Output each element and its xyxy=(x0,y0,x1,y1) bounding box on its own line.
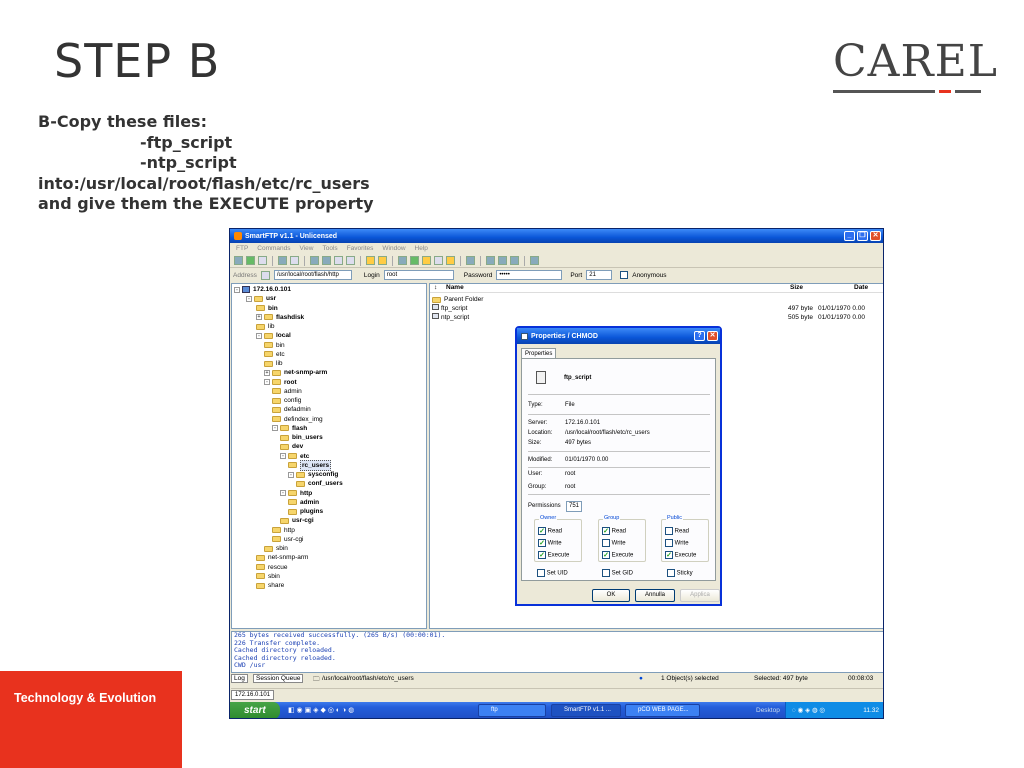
start-button[interactable]: start xyxy=(230,702,280,719)
modified-value: 01/01/1970 0.00 xyxy=(565,457,609,463)
tree-node-label: admin xyxy=(284,387,302,395)
execute-label: Execute xyxy=(547,552,570,559)
expand-icon[interactable]: + xyxy=(265,369,269,376)
size-label: Size: xyxy=(528,440,542,446)
details-view-icon[interactable] xyxy=(322,256,331,265)
folder-icon xyxy=(264,342,273,348)
tree-node-label: bin xyxy=(276,341,285,349)
collapse-icon[interactable]: - xyxy=(246,296,252,302)
group-title: Group xyxy=(604,515,620,521)
instruction-line: into:/usr/local/root/flash/etc/rc_users xyxy=(38,173,370,193)
folder-icon xyxy=(272,407,281,413)
dialog-title: Properties / CHMOD xyxy=(531,332,598,340)
folder-icon xyxy=(264,314,273,320)
tree-folder-node[interactable] xyxy=(264,368,327,377)
footer-band xyxy=(0,671,182,768)
log-line: 265 bytes received successfully. (265 B/s) (00:00:01). xyxy=(234,631,446,639)
log-panel xyxy=(231,631,884,673)
dialog-help-button[interactable]: ? xyxy=(694,331,705,341)
divider xyxy=(528,394,710,395)
tree-folder-node[interactable] xyxy=(256,304,278,313)
properties-dialog xyxy=(515,326,722,606)
folder-icon xyxy=(272,388,281,394)
tree-node-label: defindex_img xyxy=(284,415,323,423)
login-label: Login xyxy=(363,271,380,279)
tree-folder-node[interactable] xyxy=(256,563,288,572)
owner-write-checkbox[interactable] xyxy=(538,539,546,547)
location-value: /usr/local/root/flash/etc/rc_users xyxy=(565,430,650,436)
folder-icon xyxy=(280,425,289,431)
slide-title: STEP B xyxy=(54,34,221,88)
status-bar xyxy=(231,674,884,685)
window-icon[interactable] xyxy=(510,256,519,265)
instruction-line: -ntp_script xyxy=(140,153,237,172)
script-file-icon xyxy=(432,313,439,319)
log-icon[interactable] xyxy=(346,256,355,265)
anonymous-checkbox[interactable] xyxy=(620,271,628,279)
tree-node-label: sysconfig xyxy=(308,471,339,479)
folder-icon xyxy=(272,398,281,404)
tray-icons: ◌ ◉ ◈ ◍ ◎ xyxy=(792,707,826,714)
collapse-icon[interactable]: - xyxy=(264,379,270,385)
close-button[interactable]: ✕ xyxy=(870,231,881,241)
window-cascade-icon[interactable] xyxy=(498,256,507,265)
column-date[interactable]: Date xyxy=(854,284,869,291)
folder-icon xyxy=(272,527,281,533)
folder-icon xyxy=(296,472,305,478)
toolbar-separator xyxy=(480,256,481,266)
address-bar xyxy=(230,268,883,282)
folder-icon xyxy=(264,546,273,552)
sticky-label: Sticky xyxy=(676,570,693,577)
execute-label: Execute xyxy=(674,552,697,559)
transfer-icon[interactable] xyxy=(398,256,407,265)
new-folder-icon[interactable] xyxy=(422,256,431,265)
set-uid-checkbox[interactable] xyxy=(537,569,545,577)
group-read-checkbox[interactable] xyxy=(602,527,610,535)
window-tile-icon[interactable] xyxy=(486,256,495,265)
folder-icon xyxy=(256,573,265,579)
windows-taskbar xyxy=(230,702,884,719)
menu-view[interactable]: View xyxy=(299,245,314,252)
file-date: 01/01/1970 0.00 xyxy=(818,314,865,321)
footer-tagline: Technology & Evolution xyxy=(14,691,157,705)
tree-folder-node[interactable] xyxy=(256,581,284,590)
tree-node-label: lib xyxy=(268,323,275,331)
instruction-line: B-Copy these files: xyxy=(38,112,207,131)
tree-server-node[interactable] xyxy=(234,285,291,294)
permissions-input[interactable]: 751 xyxy=(566,501,582,512)
tree-folder-node[interactable] xyxy=(256,553,308,562)
tree-folder-node[interactable] xyxy=(288,507,323,516)
paste-icon[interactable] xyxy=(290,256,299,265)
status-time: 00:08:03 xyxy=(848,675,874,682)
type-value: File xyxy=(565,402,575,408)
tree-folder-node[interactable] xyxy=(280,516,314,525)
quick-launch-icons[interactable]: ◧ ◉ ▣ ◈ ◆ ◎ ◐ ◑ ◍ xyxy=(288,707,355,714)
tree-node-label: sbin xyxy=(276,545,288,553)
tree-folder-node[interactable] xyxy=(246,294,276,303)
status-info-icon: ● xyxy=(639,675,643,682)
tree-node-label: root xyxy=(284,378,297,386)
file-name: Parent Folder xyxy=(444,296,484,304)
dialog-close-button[interactable]: ✕ xyxy=(707,331,718,341)
group-write-checkbox[interactable] xyxy=(602,539,610,547)
menu-ftp[interactable]: FTP xyxy=(236,245,249,252)
tree-node-label: rescue xyxy=(268,563,288,571)
tree-node-label: etc xyxy=(276,350,285,358)
modified-label: Modified: xyxy=(528,457,553,463)
user-value: root xyxy=(565,471,576,477)
toolbar xyxy=(230,254,883,268)
instruction-line: -ftp_script xyxy=(140,132,233,152)
logo-underline xyxy=(833,90,983,93)
tree-folder-node[interactable] xyxy=(272,535,304,544)
tree-folder-node[interactable] xyxy=(264,350,285,359)
owner-read-checkbox[interactable] xyxy=(538,527,546,535)
read-label: Read xyxy=(547,528,563,535)
folder-icon xyxy=(296,481,305,487)
menu-bar xyxy=(230,243,883,254)
app-icon xyxy=(234,232,242,240)
group-label: Group: xyxy=(528,484,547,490)
tree-node-label: share xyxy=(268,582,285,590)
carel-logo xyxy=(833,36,998,93)
menu-commands[interactable]: Commands xyxy=(257,245,291,252)
tree-node-label: admin xyxy=(300,498,320,506)
public-write-checkbox[interactable] xyxy=(665,539,673,547)
server-value: 172.16.0.101 xyxy=(565,420,601,426)
tree-folder-node[interactable] xyxy=(288,461,331,470)
favorites-star-icon[interactable] xyxy=(378,256,387,265)
toolbar-separator xyxy=(392,256,393,266)
server-icon xyxy=(242,286,250,293)
tree-node-label: config xyxy=(284,397,302,405)
tree-folder-node[interactable] xyxy=(288,498,319,507)
tree-folder-node[interactable] xyxy=(280,433,323,442)
group-value: root xyxy=(565,484,576,490)
toolbar-separator xyxy=(460,256,461,266)
tree-folder-node[interactable] xyxy=(256,331,291,340)
tree-node-label: http xyxy=(300,489,313,497)
file-name: ftp_script xyxy=(441,305,468,312)
tree-folder-node[interactable] xyxy=(256,313,304,322)
collapse-icon[interactable]: - xyxy=(256,333,262,339)
login-input[interactable]: root xyxy=(384,270,454,280)
folder-icon xyxy=(288,499,297,505)
status-path: /usr/local/root/flash/etc/rc_users xyxy=(322,675,414,682)
tab-session-queue[interactable]: Session Queue xyxy=(253,675,303,682)
schedule-icon[interactable] xyxy=(410,256,419,265)
file-row[interactable] xyxy=(432,295,483,304)
tree-folder-node[interactable] xyxy=(280,442,303,451)
folder-icon xyxy=(256,324,265,330)
minimize-button[interactable]: _ xyxy=(844,231,855,241)
smartftp-window xyxy=(229,228,884,719)
write-label: Write xyxy=(674,540,689,547)
set-gid-checkbox[interactable] xyxy=(602,569,610,577)
tree-folder-node[interactable] xyxy=(264,341,285,350)
folder-icon xyxy=(254,296,263,302)
instructions xyxy=(38,112,374,215)
file-list-header xyxy=(430,284,883,293)
tree-folder-node[interactable] xyxy=(272,396,301,405)
tree-node-label: local xyxy=(276,332,291,340)
user-label: User: xyxy=(528,471,543,477)
column-name[interactable]: Name xyxy=(446,284,464,291)
desktop-label: Desktop xyxy=(756,707,780,714)
anonymous-label: Anonymous xyxy=(632,271,667,279)
write-label: Write xyxy=(547,540,562,547)
write-label: Write xyxy=(611,540,626,547)
tree-node-label: net-snmp-arm xyxy=(284,369,328,377)
collapse-icon[interactable]: - xyxy=(280,490,286,496)
list-view-icon[interactable] xyxy=(310,256,319,265)
tab-properties[interactable]: Properties xyxy=(521,348,556,359)
tab-log[interactable]: Log xyxy=(231,675,248,682)
file-document-icon xyxy=(536,371,546,384)
help-icon[interactable] xyxy=(530,256,539,265)
status-folder-icon: 🗀 xyxy=(313,676,320,683)
folder-icon xyxy=(280,444,289,450)
owner-execute-checkbox[interactable] xyxy=(538,551,546,559)
disconnect-icon[interactable] xyxy=(258,256,267,265)
set-gid-label: Set GID xyxy=(611,570,634,577)
port-label: Port xyxy=(570,271,583,279)
divider xyxy=(528,414,710,415)
folder-icon xyxy=(272,416,281,422)
collapse-icon[interactable]: - xyxy=(272,425,278,431)
divider xyxy=(528,494,710,495)
public-permissions xyxy=(661,515,709,562)
status-objects: 1 Object(s) selected xyxy=(661,675,719,682)
size-value: 497 bytes xyxy=(565,440,592,446)
group-execute-checkbox[interactable] xyxy=(602,551,610,559)
tree-folder-node[interactable] xyxy=(256,572,280,581)
properties-icon[interactable] xyxy=(434,256,443,265)
password-label: Password xyxy=(463,271,493,279)
task-pco-web[interactable]: pCO WEB PAGE... xyxy=(625,704,700,717)
window-title: SmartFTP v1.1 - Unlicensed xyxy=(245,232,338,240)
tree-node-label: net-snmp-arm xyxy=(268,554,309,562)
connect-icon[interactable] xyxy=(234,256,243,265)
collapse-icon[interactable]: - xyxy=(288,472,294,478)
tree-node-label: lib xyxy=(276,360,283,368)
file-date: 01/01/1970 0.00 xyxy=(818,305,865,312)
owner-group xyxy=(534,515,582,562)
tree-folder-node[interactable] xyxy=(264,378,297,387)
copy-icon[interactable] xyxy=(278,256,287,265)
file-name: ntp_script xyxy=(441,314,470,321)
folder-icon xyxy=(264,333,273,339)
host-tab[interactable]: 172.16.0.101 xyxy=(231,690,274,700)
instruction-line: and give them the EXECUTE property xyxy=(38,194,374,213)
public-title: Public xyxy=(667,515,682,521)
tree-node-label: sbin xyxy=(268,572,280,580)
tree-folder-node[interactable] xyxy=(296,479,343,488)
owner-title: Owner xyxy=(540,515,557,521)
toolbar-separator xyxy=(272,256,273,266)
log-line: CWD /usr xyxy=(234,661,266,670)
set-uid-label: Set UID xyxy=(546,570,568,577)
folder-tree xyxy=(231,283,427,629)
tree-node-label: dev xyxy=(292,443,304,451)
local-folder-icon[interactable] xyxy=(446,256,455,265)
dialog-filename: ftp_script xyxy=(564,375,592,381)
tree-folder-node[interactable] xyxy=(256,322,275,331)
file-size: 505 byte xyxy=(788,314,813,321)
tree-node-label: bin_users xyxy=(292,434,323,442)
tree-node-label: usr-cgi xyxy=(292,517,314,525)
clock: 11.32 xyxy=(863,707,879,714)
password-input[interactable]: ••••• xyxy=(496,270,562,280)
folder-icon xyxy=(256,564,265,570)
folder-icon xyxy=(280,435,289,441)
window-titlebar xyxy=(230,229,883,243)
layout-icon[interactable] xyxy=(466,256,475,265)
address-dropdown-icon[interactable] xyxy=(261,271,270,280)
column-size[interactable]: Size xyxy=(790,284,804,291)
host-tab-bar xyxy=(231,688,884,699)
address-input[interactable]: /usr/local/root/flash/http xyxy=(274,270,352,280)
tree-folder-node[interactable] xyxy=(264,359,283,368)
tree-folder-node[interactable] xyxy=(272,526,295,535)
menu-tools[interactable]: Tools xyxy=(322,245,338,252)
type-label: Type: xyxy=(528,402,543,408)
folder-icon xyxy=(280,518,289,524)
public-read-checkbox[interactable] xyxy=(665,527,673,535)
tree-folder-node[interactable] xyxy=(272,405,311,414)
tree-node-label: flash xyxy=(292,424,308,432)
divider xyxy=(528,467,710,468)
sort-icon: ↕ xyxy=(434,284,438,291)
folder-icon xyxy=(264,361,273,367)
divider xyxy=(528,451,710,452)
port-input[interactable]: 21 xyxy=(586,270,612,280)
tree-node-label: conf_users xyxy=(308,480,343,488)
tree-node-label: rc_users xyxy=(302,461,330,469)
public-execute-checkbox[interactable] xyxy=(665,551,673,559)
status-selected: Selected: 497 byte xyxy=(754,675,808,682)
properties-panel xyxy=(521,358,716,581)
toolbar-separator xyxy=(304,256,305,266)
server-label: Server: xyxy=(528,420,548,426)
task-smartftp[interactable]: SmartFTP v1.1 ... xyxy=(551,704,621,717)
folder-icon xyxy=(288,453,297,459)
menu-window[interactable]: Window xyxy=(382,245,406,252)
tree-node-label: etc xyxy=(300,452,310,460)
toolbar-separator xyxy=(524,256,525,266)
tree-node-label: bin xyxy=(268,304,278,312)
folder-icon xyxy=(288,462,297,468)
folder-icon xyxy=(288,490,297,496)
expand-icon[interactable]: + xyxy=(257,314,261,321)
read-label: Read xyxy=(611,528,627,535)
tree-node-label: defadmin xyxy=(284,406,311,414)
tree-node-label: plugins xyxy=(300,508,324,516)
folder-icon xyxy=(256,305,265,311)
dialog-file-icon xyxy=(521,333,528,340)
logo-wordmark: CAREL xyxy=(833,36,998,87)
file-row[interactable] xyxy=(432,313,882,322)
tree-folder-node[interactable] xyxy=(280,489,312,498)
location-label: Location: xyxy=(528,430,553,436)
file-size: 497 byte xyxy=(788,305,813,312)
menu-help[interactable]: Help xyxy=(414,245,428,252)
read-label: Read xyxy=(674,528,690,535)
folder-icon xyxy=(272,536,281,542)
ok-button[interactable]: OK xyxy=(592,589,630,602)
collapse-icon[interactable]: - xyxy=(234,287,240,293)
log-line: 226 Transfer complete. xyxy=(234,638,321,647)
script-file-icon xyxy=(432,304,439,310)
apply-button[interactable]: Applica xyxy=(680,589,720,602)
folder-icon xyxy=(272,370,281,376)
task-ftp[interactable]: ftp xyxy=(478,704,546,717)
folder-icon xyxy=(264,351,273,357)
execute-label: Execute xyxy=(611,552,634,559)
tree-node-label: 172.16.0.101 xyxy=(253,286,291,294)
tree-folder-node[interactable] xyxy=(272,424,307,433)
dialog-titlebar xyxy=(517,328,720,344)
tree-node-label: flashdisk xyxy=(276,313,305,321)
log-line: Cached directory reloaded. xyxy=(234,646,336,655)
tree-node-label: http xyxy=(284,526,295,534)
tree-node-label: usr-cgi xyxy=(284,535,304,543)
file-row[interactable] xyxy=(432,304,882,313)
cancel-button[interactable]: Annulla xyxy=(635,589,675,602)
collapse-icon[interactable]: - xyxy=(280,453,286,459)
refresh-icon[interactable] xyxy=(246,256,255,265)
folder-icon xyxy=(272,379,281,385)
tree-folder-node[interactable] xyxy=(272,415,323,424)
tree-folder-node[interactable] xyxy=(288,470,338,479)
folder-icon xyxy=(432,297,441,303)
log-line: Cached directory reloaded. xyxy=(234,653,336,662)
bookmark-icon[interactable] xyxy=(366,256,375,265)
tree-folder-node[interactable] xyxy=(264,544,288,553)
sticky-checkbox[interactable] xyxy=(667,569,675,577)
folder-icon xyxy=(288,509,297,515)
permissions-label: Permissions xyxy=(528,503,561,509)
tree-folder-node[interactable] xyxy=(272,387,302,396)
queue-icon[interactable] xyxy=(334,256,343,265)
tree-node-label: usr xyxy=(266,295,277,303)
folder-icon xyxy=(256,583,265,589)
folder-icon xyxy=(256,555,265,561)
toolbar-separator xyxy=(360,256,361,266)
system-tray xyxy=(756,702,884,719)
menu-favorites[interactable]: Favorites xyxy=(346,245,374,252)
group-permissions xyxy=(598,515,646,562)
address-label: Address xyxy=(233,271,257,279)
restore-button[interactable]: ❐ xyxy=(857,231,868,241)
